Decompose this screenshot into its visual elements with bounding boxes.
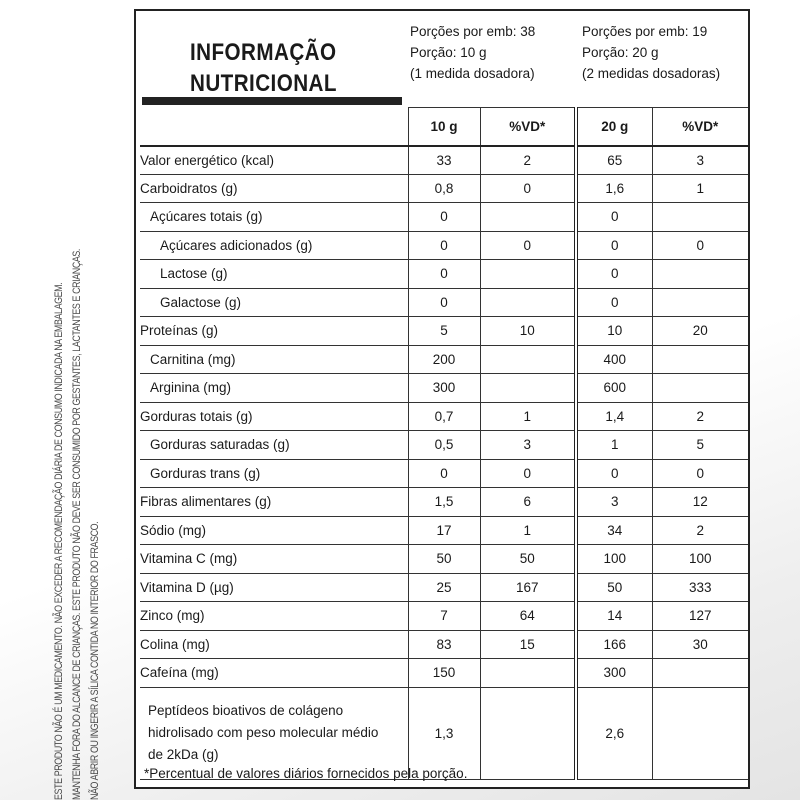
daily-value-cell: 0: [480, 174, 576, 203]
amount-cell: 17: [408, 516, 480, 545]
amount-cell: 100: [576, 545, 652, 574]
table-row: [140, 602, 748, 631]
nutrient-label: Valor energético (kcal): [140, 146, 408, 175]
serving-measure: (2 medidas dosadoras): [582, 66, 721, 81]
daily-value-cell: [480, 288, 576, 317]
warning-text-line-1: ESTE PRODUTO NÃO É UM MEDICAMENTO. NÃO EXCEDER A RECOMENDAÇÃO DIÁRIA DE CONSUMO INDICADA NA EMBALAGEM.: [53, 282, 65, 800]
table-row: [140, 630, 748, 659]
daily-value-cell: 0: [480, 459, 576, 488]
amount-cell: 50: [576, 573, 652, 602]
nutrient-label: Gorduras trans (g): [140, 459, 408, 488]
daily-value-cell: 0: [652, 459, 748, 488]
nutrient-label: Açúcares adicionados (g): [140, 231, 408, 260]
serving-measure: (1 medida dosadora): [410, 66, 535, 81]
daily-value-cell: 2: [480, 146, 576, 175]
nutrient-label: Zinco (mg): [140, 602, 408, 631]
daily-value-cell: [652, 659, 748, 688]
table-body: [140, 146, 748, 780]
amount-cell: 0: [576, 288, 652, 317]
daily-value-cell: 30: [652, 630, 748, 659]
header-blank: [140, 108, 408, 146]
amount-cell: 1,6: [576, 174, 652, 203]
nutrient-label: Fibras alimentares (g): [140, 488, 408, 517]
amount-cell: 50: [408, 545, 480, 574]
title-line-2: NUTRICIONAL: [190, 70, 337, 97]
column-header: %VD*: [652, 108, 748, 146]
amount-cell: 1,4: [576, 402, 652, 431]
nutrient-label: Sódio (mg): [140, 516, 408, 545]
amount-cell: 2,6: [576, 687, 652, 779]
daily-value-cell: 50: [480, 545, 576, 574]
amount-cell: 200: [408, 345, 480, 374]
table-row: [140, 317, 748, 346]
amount-cell: 0: [576, 459, 652, 488]
daily-value-cell: 20: [652, 317, 748, 346]
warning-text-line-3: NÃO ABRIR OU INGERIR A SÍLICA CONTIDA NO INTERIOR DO FRASCO.: [89, 521, 101, 800]
amount-cell: 5: [408, 317, 480, 346]
nutrient-label: Lactose (g): [140, 260, 408, 289]
amount-cell: 400: [576, 345, 652, 374]
nutrient-label: Peptídeos bioativos de colágeno hidrolisado com peso molecular médio de 2kDa (g): [140, 687, 408, 779]
nutrient-label: Galactose (g): [140, 288, 408, 317]
table-row: [140, 146, 748, 175]
table-row: [140, 345, 748, 374]
table-row: [140, 174, 748, 203]
daily-value-cell: 100: [652, 545, 748, 574]
amount-cell: 0,7: [408, 402, 480, 431]
amount-cell: 25: [408, 573, 480, 602]
panel-title: [190, 37, 379, 99]
serving-size: Porção: 20 g: [582, 45, 659, 60]
portion-info-10g: [410, 21, 535, 84]
daily-value-cell: 1: [480, 516, 576, 545]
amount-cell: 0,5: [408, 431, 480, 460]
amount-cell: 0: [408, 203, 480, 232]
serving-size: Porção: 10 g: [410, 45, 487, 60]
daily-value-cell: [480, 345, 576, 374]
table-row: [140, 659, 748, 688]
table-row: [140, 516, 748, 545]
table-row: [140, 203, 748, 232]
amount-cell: 0: [408, 260, 480, 289]
daily-value-cell: [480, 687, 576, 779]
daily-value-cell: 0: [480, 231, 576, 260]
daily-value-cell: 64: [480, 602, 576, 631]
amount-cell: 1,3: [408, 687, 480, 779]
title-rule: [142, 97, 402, 105]
daily-value-cell: 3: [480, 431, 576, 460]
daily-value-cell: [480, 374, 576, 403]
amount-cell: 150: [408, 659, 480, 688]
amount-cell: 33: [408, 146, 480, 175]
daily-value-cell: 1: [480, 402, 576, 431]
daily-value-cell: 5: [652, 431, 748, 460]
daily-value-cell: [652, 260, 748, 289]
nutrient-label: Carnitina (mg): [140, 345, 408, 374]
nutrition-facts-panel: [134, 9, 750, 789]
column-header: 20 g: [576, 108, 652, 146]
amount-cell: 83: [408, 630, 480, 659]
nutrient-label: Vitamina D (µg): [140, 573, 408, 602]
daily-value-cell: 2: [652, 516, 748, 545]
servings-per-pack: Porções por emb: 19: [582, 24, 708, 39]
daily-value-cell: 10: [480, 317, 576, 346]
daily-value-cell: [480, 260, 576, 289]
nutrient-label: Arginina (mg): [140, 374, 408, 403]
warning-text-line-2: MANTENHA FORA DO ALCANCE DE CRIANÇAS. ESTE PRODUTO NÃO DEVE SER CONSUMIDO POR GESTANTES, LACTANTES E CRIANÇAS.: [71, 249, 83, 800]
nutrient-label: Gorduras totais (g): [140, 402, 408, 431]
nutrient-label: Açúcares totais (g): [140, 203, 408, 232]
nutrition-table: [140, 107, 748, 780]
daily-value-cell: [480, 203, 576, 232]
amount-cell: 7: [408, 602, 480, 631]
table-row: [140, 573, 748, 602]
table-row: [140, 402, 748, 431]
title-line-1: INFORMAÇÃO: [190, 39, 337, 66]
daily-value-cell: 6: [480, 488, 576, 517]
table-row: [140, 488, 748, 517]
daily-value-cell: 2: [652, 402, 748, 431]
amount-cell: 0: [408, 231, 480, 260]
column-header: 10 g: [408, 108, 480, 146]
amount-cell: 0: [576, 260, 652, 289]
amount-cell: 0: [408, 459, 480, 488]
amount-cell: 600: [576, 374, 652, 403]
nutrient-label: Vitamina C (mg): [140, 545, 408, 574]
table-row: [140, 288, 748, 317]
amount-cell: 300: [576, 659, 652, 688]
amount-cell: 0,8: [408, 174, 480, 203]
table-row: [140, 260, 748, 289]
table-row: [140, 459, 748, 488]
daily-value-cell: [480, 659, 576, 688]
nutrient-label: Cafeína (mg): [140, 659, 408, 688]
daily-value-cell: [652, 345, 748, 374]
portion-info-20g: [582, 21, 720, 84]
nutrient-label: Proteínas (g): [140, 317, 408, 346]
daily-value-cell: 12: [652, 488, 748, 517]
daily-value-cell: [652, 374, 748, 403]
daily-value-cell: 1: [652, 174, 748, 203]
amount-cell: 0: [576, 203, 652, 232]
table-row: [140, 374, 748, 403]
table-header-row: [140, 108, 748, 146]
amount-cell: 34: [576, 516, 652, 545]
amount-cell: 0: [408, 288, 480, 317]
amount-cell: 166: [576, 630, 652, 659]
daily-value-cell: [652, 203, 748, 232]
daily-value-cell: [652, 687, 748, 779]
daily-value-cell: 15: [480, 630, 576, 659]
nutrient-label: Carboidratos (g): [140, 174, 408, 203]
daily-value-cell: [652, 288, 748, 317]
daily-value-cell: 3: [652, 146, 748, 175]
table-row: [140, 431, 748, 460]
amount-cell: 1: [576, 431, 652, 460]
daily-value-cell: 333: [652, 573, 748, 602]
column-header: %VD*: [480, 108, 576, 146]
amount-cell: 10: [576, 317, 652, 346]
daily-value-cell: 127: [652, 602, 748, 631]
amount-cell: 1,5: [408, 488, 480, 517]
table-row: [140, 545, 748, 574]
daily-value-cell: 167: [480, 573, 576, 602]
footnote: *Percentual de valores diários fornecidos pela porção.: [144, 766, 468, 781]
amount-cell: 0: [576, 231, 652, 260]
amount-cell: 3: [576, 488, 652, 517]
daily-value-cell: 0: [652, 231, 748, 260]
table-row: [140, 231, 748, 260]
amount-cell: 300: [408, 374, 480, 403]
nutrient-label: Colina (mg): [140, 630, 408, 659]
amount-cell: 65: [576, 146, 652, 175]
amount-cell: 14: [576, 602, 652, 631]
servings-per-pack: Porções por emb: 38: [410, 24, 536, 39]
nutrient-label: Gorduras saturadas (g): [140, 431, 408, 460]
